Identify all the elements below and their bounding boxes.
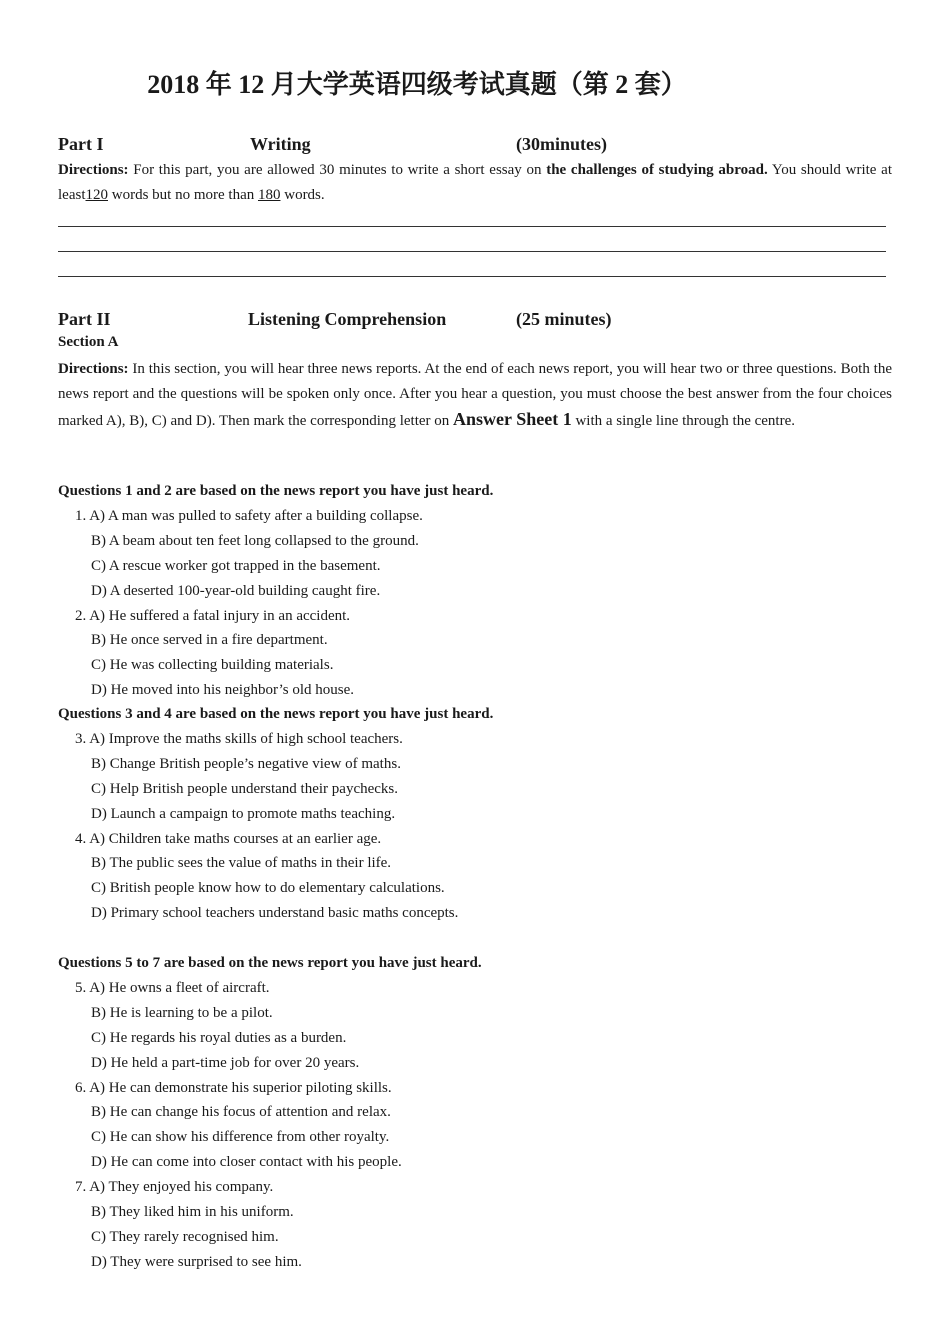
answer-option	[91, 1204, 294, 1221]
option-text: B) A beam about ten feet long collapsed to the ground.	[91, 532, 419, 549]
directions-text: words.	[280, 187, 325, 203]
answer-option	[75, 608, 350, 625]
answer-option	[91, 632, 328, 649]
option-text: B) He is learning to be a pilot.	[91, 1004, 273, 1021]
answer-option	[75, 731, 403, 748]
directions-text: with a single line through the centre.	[571, 413, 795, 429]
option-text: B) He once served in a fire department.	[91, 632, 328, 649]
part1-name: Writing	[250, 134, 311, 154]
question-number: 4.	[75, 830, 90, 847]
essay-topic: the challenges of studying abroad.	[546, 162, 768, 178]
option-text: A) He can demonstrate his superior piloting skills.	[89, 1079, 392, 1096]
answer-option	[75, 980, 270, 997]
writing-line	[58, 251, 886, 252]
part2-name: Listening Comprehension	[248, 309, 447, 329]
answer-option	[75, 1179, 273, 1196]
option-text: D) He can come into closer contact with his people.	[91, 1154, 402, 1171]
answer-option	[91, 781, 398, 798]
answer-option	[91, 558, 381, 575]
answer-option	[91, 533, 419, 550]
option-text: C) They rarely recognised him.	[91, 1228, 279, 1245]
answer-option	[91, 1030, 346, 1047]
answer-option	[91, 657, 333, 674]
option-text: C) A rescue worker got trapped in the basement.	[91, 557, 381, 574]
question-group-heading: Questions 5 to 7 are based on the news report you have just heard.	[58, 955, 482, 971]
answer-option	[75, 508, 423, 525]
page-title: 2018 年 12 月大学英语四级考试真题（第 2 套）	[147, 70, 687, 99]
part1-directions	[58, 158, 892, 208]
directions-label: Directions:	[58, 162, 129, 178]
question-number: 2.	[75, 607, 90, 624]
max-words: 180	[257, 187, 281, 203]
option-text: B) They liked him in his uniform.	[91, 1204, 294, 1220]
writing-line	[58, 276, 886, 277]
option-text: A) They enjoyed his company.	[89, 1179, 274, 1196]
answer-option	[91, 1104, 391, 1121]
option-text: C) Help British people understand their paychecks.	[91, 780, 399, 797]
part2-directions	[58, 357, 892, 434]
option-text: D) He moved into his neighbor’s old house.	[91, 682, 355, 699]
answer-option	[91, 1154, 402, 1171]
answer-option	[75, 1080, 392, 1097]
part1-time: (30minutes)	[516, 134, 607, 154]
part2-time: (25 minutes)	[516, 309, 612, 329]
option-text: C) He regards his royal duties as a burden.	[91, 1029, 347, 1046]
option-text: D) He held a part-time job for over 20 years.	[91, 1054, 360, 1071]
option-text: A) He suffered a fatal injury in an accident.	[89, 607, 351, 624]
question-group-heading: Questions 1 and 2 are based on the news report you have just heard.	[58, 483, 494, 499]
option-text: B) The public sees the value of maths in their life.	[91, 855, 392, 872]
option-text: D) Primary school teachers understand basic maths concepts.	[91, 905, 459, 922]
option-text: C) British people know how to do elementary calculations.	[91, 880, 445, 897]
answer-option	[91, 806, 395, 823]
question-number: 3.	[75, 730, 90, 747]
option-text: C) He can show his difference from other royalty.	[91, 1129, 390, 1146]
directions-text: For this part, you are allowed 30 minutes to write a short essay on	[128, 162, 547, 178]
answer-option	[91, 905, 458, 922]
answer-option	[75, 831, 381, 848]
question-group-heading: Questions 3 and 4 are based on the news report you have just heard.	[58, 706, 494, 722]
directions-label: Directions:	[58, 361, 129, 377]
option-text: A) Children take maths courses at an earlier age.	[89, 830, 382, 847]
option-text: D) Launch a campaign to promote maths teaching.	[91, 805, 396, 822]
option-text: D) A deserted 100-year-old building caught fire.	[91, 582, 381, 599]
option-text: D) They were surprised to see him.	[91, 1253, 302, 1270]
answer-option	[91, 1055, 359, 1072]
part1-label: Part I	[58, 134, 104, 154]
option-text: A) Improve the maths skills of high school teachers.	[89, 730, 403, 747]
question-number: 6.	[75, 1079, 90, 1096]
writing-line	[58, 226, 886, 227]
answer-option	[91, 855, 391, 872]
part2-label: Part II	[58, 309, 111, 329]
question-number: 5.	[75, 979, 90, 996]
directions-text: You should write at least	[58, 162, 892, 203]
option-text: C) He was collecting building materials.	[91, 657, 334, 674]
directions-text: words but no more than	[108, 187, 258, 203]
answer-option	[91, 682, 354, 699]
answer-sheet-label: Answer Sheet 1	[453, 409, 572, 429]
answer-option	[91, 1005, 273, 1022]
question-number: 7.	[75, 1179, 90, 1196]
answer-option	[91, 1254, 302, 1271]
min-words: 120	[85, 187, 108, 203]
answer-option	[91, 583, 380, 600]
option-text: A) A man was pulled to safety after a building collapse.	[89, 507, 423, 524]
answer-option	[91, 880, 445, 897]
answer-option	[91, 1229, 279, 1246]
answer-option	[91, 1129, 389, 1146]
option-text: A) He owns a fleet of aircraft.	[89, 979, 270, 996]
section-title: Section A	[58, 334, 119, 350]
question-number: 1.	[75, 507, 90, 524]
answer-option	[91, 756, 401, 773]
option-text: B) Change British people’s negative view of maths.	[91, 755, 401, 772]
directions-text: In this section, you will hear three news reports. At the end of each news report, you will hear two or three questions. Both the news report and the questions will be spoken only once. After you hear a question, you must choose the best answer from the four choices marked A), B), C) and D). Then mark the corresponding letter on	[58, 361, 892, 429]
option-text: B) He can change his focus of attention and relax.	[91, 1104, 391, 1121]
